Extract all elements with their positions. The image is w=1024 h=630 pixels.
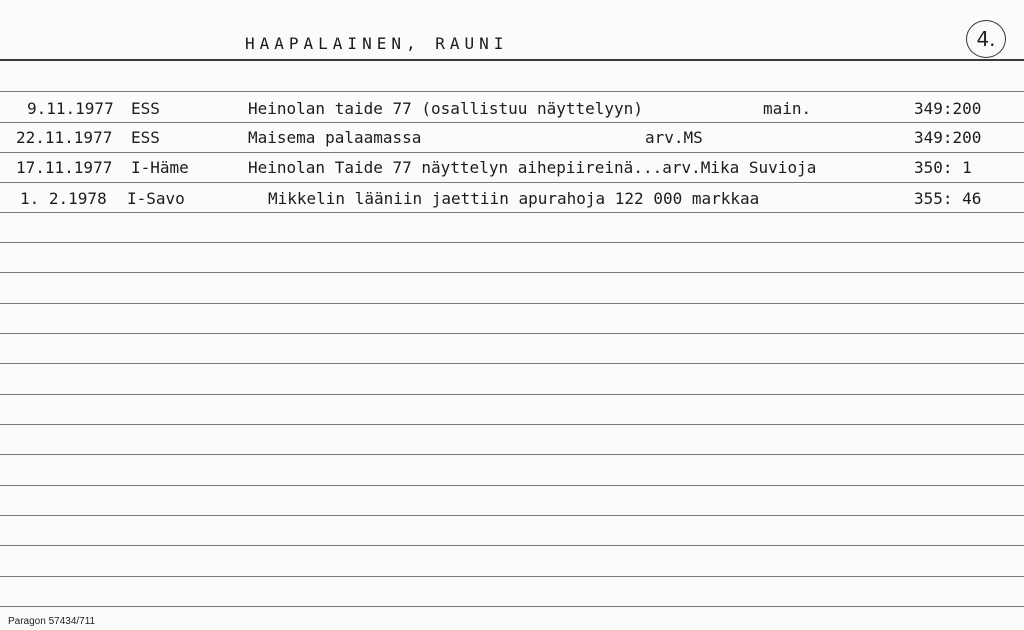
entry-row — [0, 99, 1024, 125]
entry-note: main. — [763, 99, 812, 118]
entry-date: 9.11.1977 — [27, 99, 114, 118]
entry-text: Heinolan taide 77 (osallistuu näyttelyyn) — [248, 99, 643, 118]
entry-date: 1. 2.1978 — [20, 189, 107, 208]
ruled-line — [0, 606, 1024, 607]
entry-row — [0, 189, 1024, 215]
ruled-line — [0, 576, 1024, 577]
ruled-line — [0, 485, 1024, 486]
ruled-line — [0, 242, 1024, 243]
entry-note: arv.MS — [645, 128, 703, 147]
entry-source: ESS — [131, 99, 160, 118]
card-title: HAAPALAINEN, RAUNI — [245, 34, 509, 53]
entry-source: I-Häme — [131, 158, 189, 177]
entry-date: 17.11.1977 — [16, 158, 113, 177]
ruled-line — [0, 545, 1024, 546]
ruled-line — [0, 424, 1024, 425]
ruled-line — [0, 454, 1024, 455]
ruled-line — [0, 91, 1024, 92]
print-code: Paragon 57434/711 — [8, 616, 96, 627]
ruled-line — [0, 333, 1024, 334]
entry-source: I-Savo — [127, 189, 185, 208]
ruled-line — [0, 303, 1024, 304]
entry-text: Heinolan Taide 77 näyttelyn aihepiireinä...arv.Mika Suvioja — [248, 158, 817, 177]
entry-ref: 355: 46 — [914, 189, 982, 208]
card-number: 4. — [976, 27, 996, 51]
ruled-line — [0, 515, 1024, 516]
ruled-line — [0, 394, 1024, 395]
header-rule — [0, 59, 1024, 61]
entry-row — [0, 158, 1024, 184]
ruled-line — [0, 363, 1024, 364]
entry-ref: 349:200 — [914, 128, 982, 147]
entry-date: 22.11.1977 — [16, 128, 113, 147]
entry-ref: 350: 1 — [914, 158, 972, 177]
entry-text: Maisema palaamassa — [248, 128, 422, 147]
entry-text: Mikkelin lääniin jaettiin apurahoja 122 000 markkaa — [268, 189, 760, 208]
entry-source: ESS — [131, 128, 160, 147]
ruled-line — [0, 272, 1024, 273]
card-number-circle — [966, 20, 1006, 58]
entry-row — [0, 128, 1024, 154]
entry-ref: 349:200 — [914, 99, 982, 118]
